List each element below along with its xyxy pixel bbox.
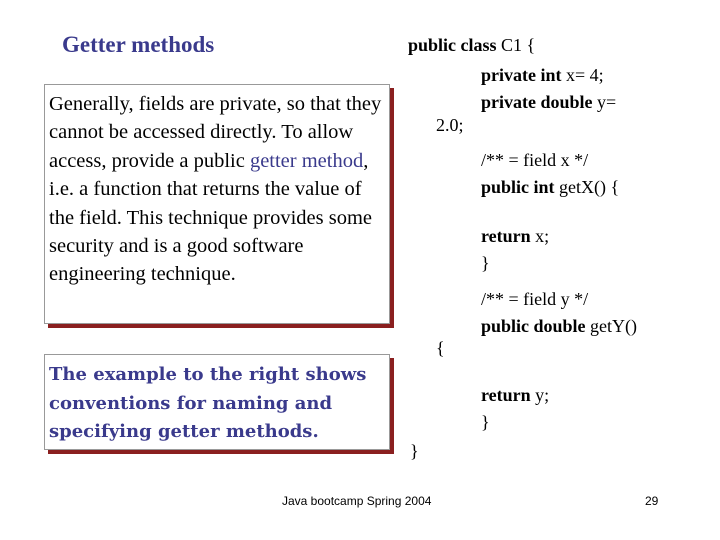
code-field-x: private int x= 4; [481,65,604,85]
code-gety-signature: public double getY() [481,316,638,336]
code-field-y-value: 2.0; [436,115,464,135]
code-return-y: return y; [481,385,550,405]
code-close-getx: } [481,253,490,273]
code-close-class: } [410,441,419,461]
example-note-box [44,354,390,450]
code-return-x: return x; [481,226,550,246]
footer-text: Java bootcamp Spring 2004 [282,494,432,508]
code-open-gety: { [436,338,445,358]
code-comment-x: /** = field x */ [481,150,589,170]
code-field-y: private double y= [481,92,617,112]
explanation-text-part2: , i.e. a function that returns the value of the field. This technique provides some security and is a good software engineering technique. [49,149,372,286]
explanation-text-part1: Generally, fields are private, so that they cannot be accessed directly. To allow access, provide a public [49,93,382,172]
page-number: 29 [645,494,659,508]
example-note-text: The example to the right shows conventions for naming and specifying getter methods. [49,364,367,442]
code-class-declaration: public class C1 { [408,35,536,55]
code-comment-y: /** = field y */ [481,289,589,309]
explanation-text [49,90,385,289]
code-close-gety: } [481,412,490,432]
code-getx-signature: public int getX() { [481,177,620,197]
slide-title: Getter methods [62,32,215,57]
explanation-box [44,84,390,324]
getter-method-highlight: getter method [249,149,364,172]
